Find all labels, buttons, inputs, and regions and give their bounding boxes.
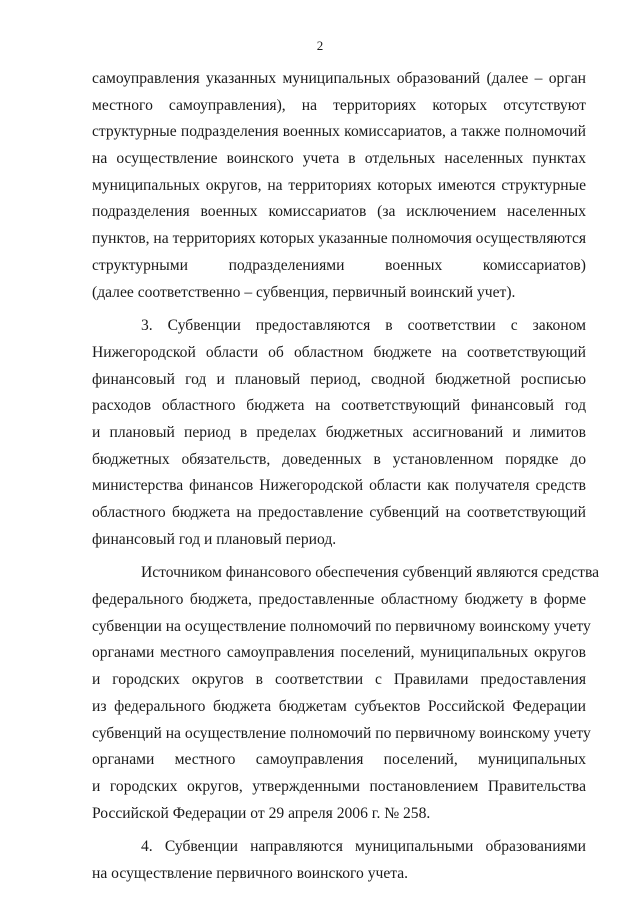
text-line: финансовый год и плановый период. [92,530,337,548]
text-line: структурными подразделениями военных комиссариатов) [92,256,586,274]
text-line: и городских округов, утвержденными постановлением Правительства [92,777,586,795]
text-line: федерального бюджета, предоставленные областному бюджету в форме [92,591,586,609]
text-line: расходов областного бюджета на соответствующий финансовый год [92,397,586,415]
text-line: из федерального бюджета бюджетам субъектов Российской Федерации [92,697,586,715]
text-line: органами местного самоуправления поселений, муниципальных округов [92,644,586,662]
text-line: областного бюджета на предоставление субвенций на соответствующий [92,504,586,521]
text-line: Нижегородской области об областном бюджете на соответствующий [92,343,586,361]
text-line: на осуществление первичного воинского учета. [92,864,409,882]
page-number: 2 [316,38,324,53]
text-line: пунктов, на территориях которых указанные полномочия осуществляются [92,230,587,248]
text-line: на осуществление воинского учета в отдельных населенных пунктах [92,150,586,168]
text-line: самоуправления указанных муниципальных образований (далее – орган [92,70,586,87]
text-line: (далее соответственно – субвенция, первичный воинский учет). [92,283,516,301]
document-body [92,66,600,888]
text-line: и городских округов в соответствии с Правилами предоставления [92,671,586,689]
text-line: Источником финансового обеспечения субвенций являются средства [141,564,600,582]
text-line: министерства финансов Нижегородской области как получателя средств [92,477,586,495]
text-line: 3. Субвенции предоставляются в соответствии с законом [141,317,586,335]
text-line: 4. Субвенции направляются муниципальными образованиями [141,838,586,856]
text-line: субвенций на осуществление полномочий по первичному воинскому учету [92,724,591,742]
text-line: местного самоуправления), на территориях которых отсутствуют [92,96,586,114]
text-line: финансовый год и плановый период, сводной бюджетной росписью [92,370,586,388]
text-line: субвенции на осуществление полномочий по первичному воинскому учету [92,617,591,635]
text-line: подразделения военных комиссариатов (за исключением населенных [92,203,586,221]
text-line: Российской Федерации от 29 апреля 2006 г. № 258. [92,804,431,822]
text-line: бюджетных обязательств, доведенных в установленном порядке до [92,450,586,468]
text-line: муниципальных округов, на территориях которых имеются структурные [92,176,586,194]
text-line: структурные подразделения военных комиссариатов, а также полномочий [92,123,586,141]
text-line: органами местного самоуправления поселений, муниципальных [92,751,586,769]
text-line: и плановый период в пределах бюджетных ассигнований и лимитов [92,423,586,441]
